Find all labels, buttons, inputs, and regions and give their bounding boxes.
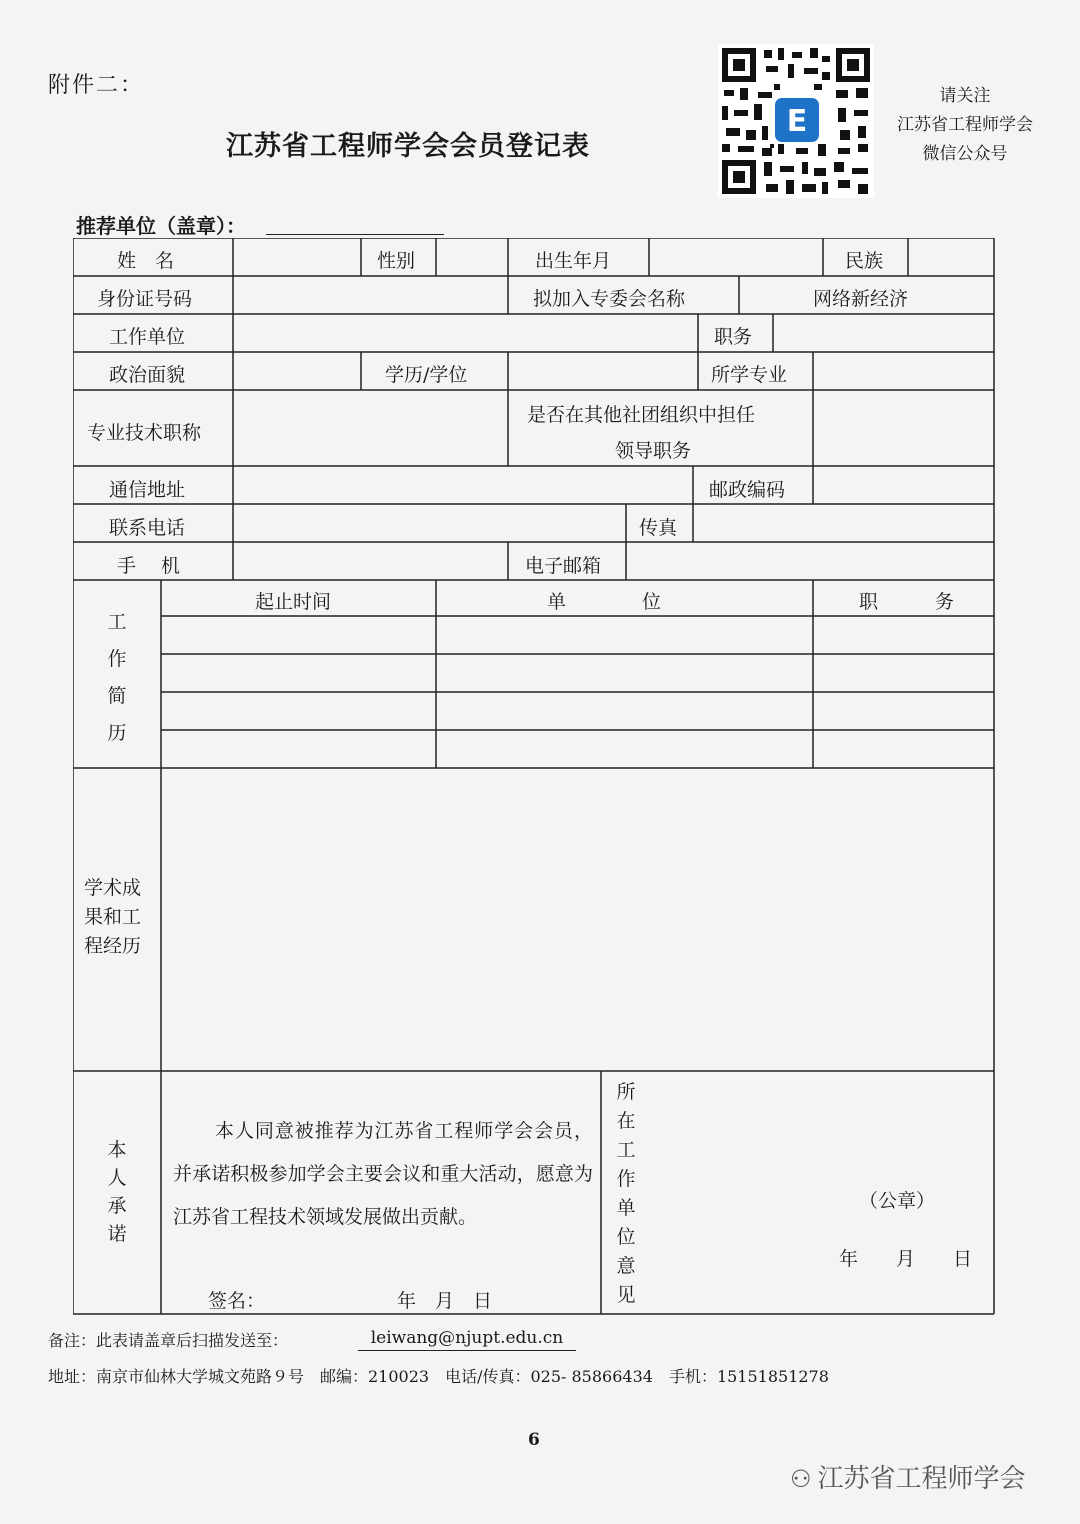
qr-caption bbox=[885, 82, 1045, 169]
seal-date: 年 月 日 bbox=[839, 1248, 973, 1270]
committee-label: 拟加入专委会名称 bbox=[533, 288, 686, 310]
birth-label: 出生年月 bbox=[535, 250, 612, 272]
sign-date: 年 月 日 bbox=[397, 1290, 493, 1312]
resume-period-header: 起止时间 bbox=[255, 591, 332, 613]
footer-address: 地址：南京市仙林大学城文苑路９号 邮编：210023 电话/传真：025- 85866434 手机：15151851278 bbox=[48, 1367, 829, 1386]
pledge-text: 本人同意被推荐为江苏省工程师学会会员，并承诺积极参加学会主要会议和重大活动，愿意为江苏省工程技术领域发展做出贡献。 bbox=[173, 1120, 593, 1228]
leadership-question: 是否在其他社团组织中担任 bbox=[527, 404, 756, 426]
wechat-icon: ⚇ bbox=[790, 1465, 812, 1493]
unit-opinion-label: 所在工作单位意见 bbox=[616, 1081, 636, 1306]
achievements-label: 学术成果和工程经历 bbox=[84, 877, 142, 957]
political-status-label: 政治面貌 bbox=[109, 364, 186, 386]
tech-title-label: 专业技术职称 bbox=[87, 422, 202, 444]
address-label: 通信地址 bbox=[109, 479, 186, 501]
footer-note: 备注：此表请盖章后扫描发送至： bbox=[48, 1331, 289, 1350]
id-number-label: 身份证号码 bbox=[97, 288, 193, 310]
qr-caption-line: 江苏省工程师学会 bbox=[897, 115, 1033, 135]
page-number: 6 bbox=[528, 1430, 540, 1450]
degree-label: 学历/学位 bbox=[385, 364, 468, 386]
postcode-label: 邮政编码 bbox=[709, 479, 786, 501]
svg-text:E: E bbox=[786, 104, 808, 139]
work-history-label: 工作简历 bbox=[107, 611, 127, 744]
recommend-unit-field[interactable] bbox=[266, 234, 444, 235]
qr-caption-line: 微信公众号 bbox=[922, 144, 1008, 164]
qr-caption-line: 请关注 bbox=[939, 86, 991, 106]
seal-label: （公章） bbox=[859, 1190, 936, 1212]
leadership-question-2: 领导职务 bbox=[615, 440, 692, 462]
resume-position-header: 职 务 bbox=[859, 591, 955, 613]
pledge-label: 本人承诺 bbox=[107, 1139, 127, 1245]
sign-label: 签名： bbox=[208, 1290, 266, 1312]
major-label: 所学专业 bbox=[711, 364, 788, 386]
qr-code bbox=[718, 44, 874, 198]
committee-value: 网络新经济 bbox=[813, 288, 909, 310]
watermark-text: 江苏省工程师学会 bbox=[817, 1464, 1026, 1494]
phone-label: 联系电话 bbox=[109, 517, 186, 539]
watermark bbox=[790, 1458, 1026, 1495]
attachment-label: 附件二： bbox=[48, 73, 145, 98]
fax-label: 传真 bbox=[639, 517, 678, 539]
ethnicity-label: 民族 bbox=[845, 250, 884, 272]
resume-unit-header: 单 位 bbox=[547, 591, 662, 613]
name-label: 姓 名 bbox=[117, 250, 175, 272]
mobile-label: 手 机 bbox=[117, 555, 181, 577]
gender-label: 性别 bbox=[377, 250, 416, 272]
employer-label: 工作单位 bbox=[109, 326, 186, 348]
recommend-unit-label: 推荐单位（盖章）： bbox=[76, 214, 246, 238]
email-label: 电子邮箱 bbox=[525, 555, 602, 577]
position-label: 职务 bbox=[714, 326, 753, 348]
form-title: 江苏省工程师学会会员登记表 bbox=[226, 131, 590, 162]
footer-email: leiwang@njupt.edu.cn bbox=[358, 1328, 576, 1351]
